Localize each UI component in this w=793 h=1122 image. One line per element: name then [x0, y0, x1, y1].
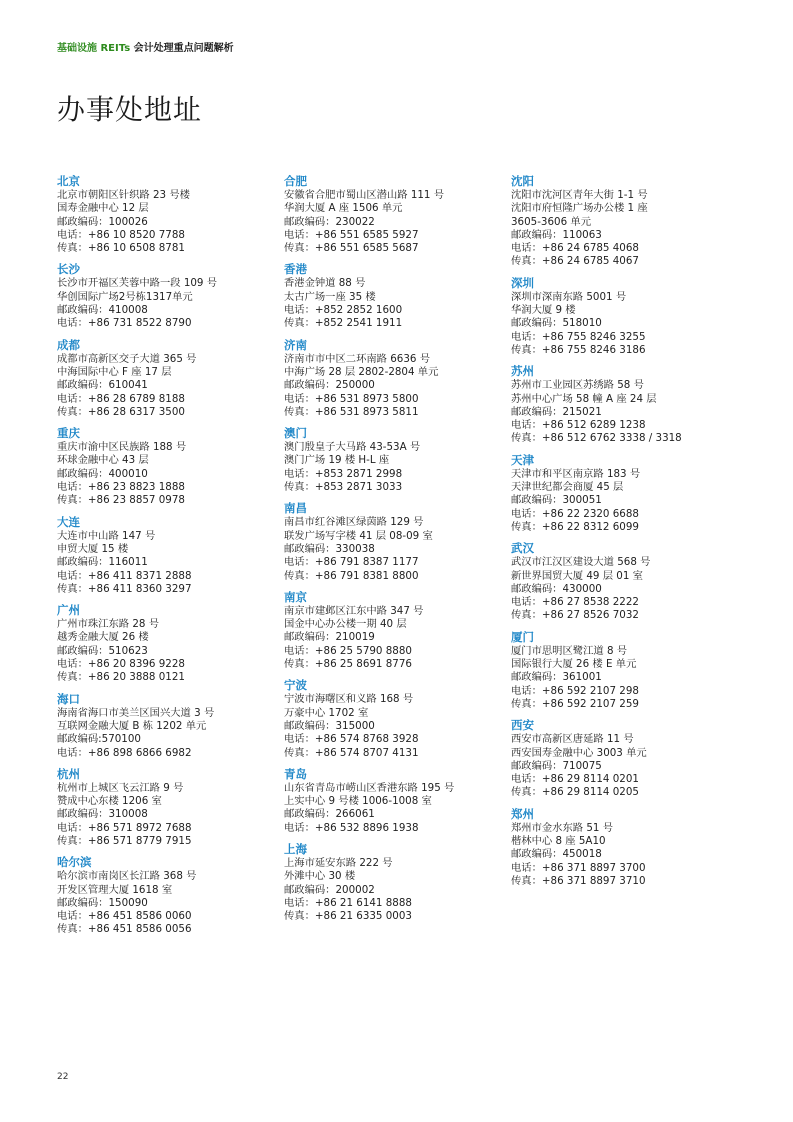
- office-address-line: 邮政编码：250000: [284, 379, 375, 392]
- office-address-line: 万豪中心 1702 室: [284, 706, 369, 719]
- office-address-line: 沈阳市沈河区青年大街 1-1 号: [511, 189, 648, 201]
- office-entry: [284, 501, 506, 582]
- office-address-line: 香港金钟道 88 号: [284, 277, 366, 290]
- office-address-line: 新世界国贸大厦 49 层 01 室: [511, 569, 643, 582]
- office-city: 南京: [284, 589, 307, 604]
- office-address-line: 电话：+86 574 8768 3928: [284, 733, 419, 746]
- office-address-line: 邮政编码：200002: [284, 883, 375, 896]
- office-address-line: 苏州中心广场 58 幢 A 座 24 层: [511, 392, 657, 405]
- office-address-line: 成都市高新区交子大道 365 号: [57, 352, 197, 365]
- office-address-line: 邮政编码：510623: [57, 644, 148, 657]
- office-address-line: 山东省青岛市崂山区香港东路 195 号: [284, 781, 455, 794]
- office-address-line: 外滩中心 30 楼: [284, 870, 356, 883]
- office-address-line: 电话：+86 551 6585 5927: [284, 228, 419, 241]
- office-address-line: 哈尔滨市南岗区长江路 368 号: [57, 870, 197, 883]
- office-entry: [511, 630, 733, 711]
- office-entry: [57, 767, 279, 848]
- office-address-line: 国际银行大厦 26 楼 E 单元: [511, 658, 637, 671]
- office-address-line: 海南省海口市美兰区国兴大道 3 号: [57, 706, 215, 719]
- office-address-line: 传真：+86 21 6335 0003: [284, 910, 412, 923]
- office-address-line: 南京市建邺区江东中路 347 号: [284, 604, 424, 617]
- office-entry: [511, 453, 733, 534]
- office-city: 沈阳: [511, 174, 534, 188]
- office-address-line: 传真：+86 574 8707 4131: [284, 746, 419, 759]
- office-city: 重庆: [57, 426, 80, 441]
- office-address-line: 电话：+86 29 8114 0201: [511, 773, 639, 786]
- office-address-line: 电话：+86 531 8973 5800: [284, 392, 419, 405]
- office-address-line: 厦门市思明区鹭江道 8 号: [511, 644, 628, 657]
- office-address-line: 电话：+86 28 6789 8188: [57, 392, 185, 405]
- office-address-line: 邮政编码：430000: [511, 582, 602, 595]
- header-accent: 基础设施 REITs: [57, 43, 131, 54]
- office-address-line: 沈阳市府恒隆广场办公楼 1 座: [511, 202, 648, 215]
- office-entry: [284, 426, 506, 494]
- page-title: 办事处地址: [57, 93, 203, 126]
- office-address-line: 传真：+853 2871 3033: [284, 481, 403, 494]
- office-city: 武汉: [511, 541, 534, 556]
- office-address-line: 电话：+86 22 2320 6688: [511, 507, 639, 520]
- office-city: 苏州: [511, 364, 534, 379]
- office-address-line: 邮政编码：215021: [511, 405, 602, 418]
- office-address-line: 电话：+86 791 8387 1177: [284, 556, 419, 569]
- office-address-line: 电话：+86 731 8522 8790: [57, 317, 192, 330]
- office-address-line: 申贸大厦 15 楼: [57, 542, 129, 555]
- office-address-line: 传真：+86 20 3888 0121: [57, 671, 185, 684]
- office-address-line: 楷林中心 8 座 5A10: [511, 834, 606, 847]
- office-address-line: 传真：+86 371 8897 3710: [511, 874, 646, 887]
- office-address-line: 传真：+86 28 6317 3500: [57, 405, 185, 418]
- office-address-line: 澳门广场 19 楼 H-L 座: [284, 454, 390, 467]
- office-address-line: 北京市朝阳区针织路 23 号楼: [57, 189, 190, 201]
- office-address-line: 互联网金融大厦 B 栋 1202 单元: [57, 719, 207, 732]
- office-entry: [57, 338, 279, 419]
- office-entry: [57, 515, 279, 596]
- office-address-line: 邮政编码：230022: [284, 215, 375, 228]
- office-city: 西安: [511, 718, 534, 733]
- office-address-line: 深圳市深南东路 5001 号: [511, 290, 627, 303]
- office-column-2: [284, 174, 506, 930]
- office-address-line: 电话：+86 371 8897 3700: [511, 861, 646, 874]
- office-city: 长沙: [57, 262, 80, 277]
- office-entry: [511, 807, 733, 888]
- office-entry: [57, 603, 279, 684]
- office-address-line: 传真：+86 571 8779 7915: [57, 834, 192, 847]
- office-address-line: 邮政编码：361001: [511, 671, 602, 684]
- office-address-line: 华润大厦 A 座 1506 单元: [284, 202, 403, 215]
- office-address-line: 杭州市上城区飞云江路 9 号: [57, 781, 184, 794]
- office-address-line: 传真：+86 23 8857 0978: [57, 494, 185, 507]
- office-address-line: 邮政编码：450018: [511, 848, 602, 861]
- office-address-line: 国金中心办公楼一期 40 层: [284, 618, 407, 631]
- office-city: 上海: [284, 841, 307, 856]
- office-entry: [511, 364, 733, 445]
- office-city: 济南: [284, 337, 307, 352]
- office-address-line: 邮政编码：116011: [57, 556, 148, 569]
- office-address-line: 电话：+86 25 5790 8880: [284, 644, 412, 657]
- office-entry: [57, 855, 279, 936]
- office-address-line: 电话：+853 2871 2998: [284, 467, 403, 480]
- office-entry: [284, 590, 506, 671]
- office-address-line: 电话：+86 571 8972 7688: [57, 821, 192, 834]
- office-address-line: 传真：+86 755 8246 3186: [511, 343, 646, 356]
- office-address-line: 传真：+86 531 8973 5811: [284, 405, 419, 418]
- office-address-line: 邮政编码：710075: [511, 759, 602, 772]
- office-address-line: 电话：+86 23 8823 1888: [57, 481, 185, 494]
- office-address-line: 传真：+86 411 8360 3297: [57, 582, 192, 595]
- office-address-line: 3605-3606 单元: [511, 215, 591, 228]
- office-address-line: 苏州市工业园区苏绣路 58 号: [511, 379, 644, 392]
- office-address-line: 太古广场一座 35 楼: [284, 290, 376, 303]
- office-city: 郑州: [511, 806, 534, 821]
- page-number: 22: [57, 1072, 69, 1082]
- office-address-line: 西安国寿金融中心 3003 单元: [511, 746, 647, 759]
- office-address-line: 邮政编码：518010: [511, 317, 602, 330]
- office-address-line: 传真：+86 22 8312 6099: [511, 520, 639, 533]
- office-entry: [57, 692, 279, 760]
- office-address-line: 济南市市中区二环南路 6636 号: [284, 352, 431, 365]
- office-address-line: 越秀金融大厦 26 楼: [57, 631, 149, 644]
- office-address-line: 联发广场写字楼 41 层 08-09 室: [284, 529, 433, 542]
- office-address-line: 华创国际广场2号栋1317单元: [57, 290, 193, 303]
- office-address-line: 邮政编码：266061: [284, 808, 375, 821]
- office-address-line: 开发区管理大厦 1618 室: [57, 883, 173, 896]
- office-address-line: 长沙市开福区芙蓉中路一段 109 号: [57, 277, 218, 290]
- office-address-line: 邮政编码：100026: [57, 215, 148, 228]
- office-entry: [511, 276, 733, 357]
- office-address-line: 传真：+86 592 2107 259: [511, 697, 639, 710]
- office-address-line: 邮政编码:570100: [57, 733, 141, 746]
- office-address-line: 邮政编码：110063: [511, 228, 602, 241]
- office-city: 合肥: [284, 174, 307, 188]
- office-entry: [284, 338, 506, 419]
- office-address-line: 传真：+86 24 6785 4067: [511, 255, 639, 268]
- office-city: 北京: [57, 174, 80, 188]
- running-header: [57, 39, 234, 54]
- office-city: 哈尔滨: [57, 855, 92, 870]
- office-address-line: 电话：+86 27 8538 2222: [511, 596, 639, 609]
- office-city: 澳门: [284, 426, 307, 441]
- office-address-line: 传真：+852 2541 1911: [284, 317, 403, 330]
- office-address-line: 大连市中山路 147 号: [57, 529, 156, 542]
- office-address-line: 电话：+86 451 8586 0060: [57, 910, 192, 923]
- office-address-line: 传真：+86 791 8381 8800: [284, 569, 419, 582]
- office-address-line: 国寿金融中心 12 层: [57, 202, 149, 215]
- office-address-line: 邮政编码：330038: [284, 542, 375, 555]
- office-address-line: 邮政编码：400010: [57, 467, 148, 480]
- office-address-line: 广州市珠江东路 28 号: [57, 618, 160, 631]
- office-address-line: 电话：+86 24 6785 4068: [511, 242, 639, 255]
- office-city: 广州: [57, 603, 80, 618]
- office-city: 深圳: [511, 275, 534, 290]
- office-column-3: [511, 174, 733, 895]
- office-address-line: 中海国际中心 F 座 17 层: [57, 365, 172, 378]
- office-address-line: 传真：+86 27 8526 7032: [511, 609, 639, 622]
- office-address-line: 电话：+86 20 8396 9228: [57, 658, 185, 671]
- office-address-line: 电话：+852 2852 1600: [284, 304, 403, 317]
- office-address-line: 电话：+86 10 8520 7788: [57, 228, 185, 241]
- office-address-line: 环球金融中心 43 层: [57, 454, 149, 467]
- office-address-line: 邮政编码：150090: [57, 896, 148, 909]
- office-address-line: 赞成中心东楼 1206 室: [57, 795, 162, 808]
- office-city: 杭州: [57, 766, 80, 781]
- office-address-line: 电话：+86 755 8246 3255: [511, 330, 646, 343]
- office-address-line: 华润大厦 9 楼: [511, 304, 576, 317]
- office-city: 成都: [57, 337, 80, 352]
- office-address-line: 南昌市红谷滩区绿茵路 129 号: [284, 516, 424, 529]
- office-address-line: 传真：+86 551 6585 5687: [284, 242, 419, 255]
- office-address-line: 宁波市海曙区和义路 168 号: [284, 693, 414, 706]
- office-entry: [57, 426, 279, 507]
- office-city: 天津: [511, 452, 534, 467]
- office-address-line: 邮政编码：300051: [511, 494, 602, 507]
- office-address-line: 邮政编码：410008: [57, 304, 148, 317]
- office-entry: [511, 718, 733, 799]
- office-address-line: 上海市延安东路 222 号: [284, 856, 393, 869]
- office-entry: [57, 174, 279, 255]
- office-city: 海口: [57, 691, 80, 706]
- office-entry: [284, 767, 506, 835]
- office-address-line: 西安市高新区唐延路 11 号: [511, 733, 634, 746]
- office-address-line: 传真：+86 512 6762 3338 / 3318: [511, 432, 682, 445]
- office-address-line: 安徽省合肥市蜀山区潜山路 111 号: [284, 189, 445, 201]
- office-entry: [57, 262, 279, 330]
- office-address-line: 澳门殷皇子大马路 43-53A 号: [284, 441, 421, 454]
- office-address-line: 重庆市渝中区民族路 188 号: [57, 441, 187, 454]
- office-entry: [511, 174, 733, 269]
- office-address-line: 电话：+86 532 8896 1938: [284, 821, 419, 834]
- office-entry: [284, 174, 506, 255]
- office-address-line: 中海广场 28 层 2802-2804 单元: [284, 365, 439, 378]
- office-entry: [284, 678, 506, 759]
- office-address-line: 电话：+86 592 2107 298: [511, 684, 639, 697]
- office-city: 青岛: [284, 766, 307, 781]
- office-address-line: 武汉市江汉区建设大道 568 号: [511, 556, 651, 569]
- office-address-line: 传真：+86 10 6508 8781: [57, 242, 185, 255]
- office-address-line: 邮政编码：310008: [57, 808, 148, 821]
- office-address-line: 天津市和平区南京路 183 号: [511, 467, 641, 480]
- office-address-line: 电话：+86 512 6289 1238: [511, 419, 646, 432]
- office-address-line: 传真：+86 29 8114 0205: [511, 786, 639, 799]
- office-address-line: 邮政编码：315000: [284, 719, 375, 732]
- office-city: 厦门: [511, 629, 534, 644]
- office-address-line: 天津世纪都会商厦 45 层: [511, 481, 624, 494]
- office-address-line: 邮政编码：610041: [57, 379, 148, 392]
- office-address-line: 郑州市金水东路 51 号: [511, 821, 614, 834]
- office-address-line: 电话：+86 411 8371 2888: [57, 569, 192, 582]
- office-address-line: 电话：+86 898 6866 6982: [57, 746, 192, 759]
- office-address-line: 电话：+86 21 6141 8888: [284, 896, 412, 909]
- office-entry: [284, 842, 506, 923]
- office-address-line: 传真：+86 25 8691 8776: [284, 658, 412, 671]
- office-entry: [284, 262, 506, 330]
- office-column-1: [57, 174, 279, 944]
- office-city: 宁波: [284, 678, 307, 693]
- header-title: 会计处理重点问题解析: [130, 43, 234, 54]
- office-city: 大连: [57, 514, 80, 529]
- office-city: 南昌: [284, 501, 307, 516]
- office-address-line: 传真：+86 451 8586 0056: [57, 923, 192, 936]
- office-entry: [511, 541, 733, 622]
- office-city: 香港: [284, 262, 307, 277]
- office-address-line: 邮政编码：210019: [284, 631, 375, 644]
- office-address-line: 上实中心 9 号楼 1006-1008 室: [284, 795, 432, 808]
